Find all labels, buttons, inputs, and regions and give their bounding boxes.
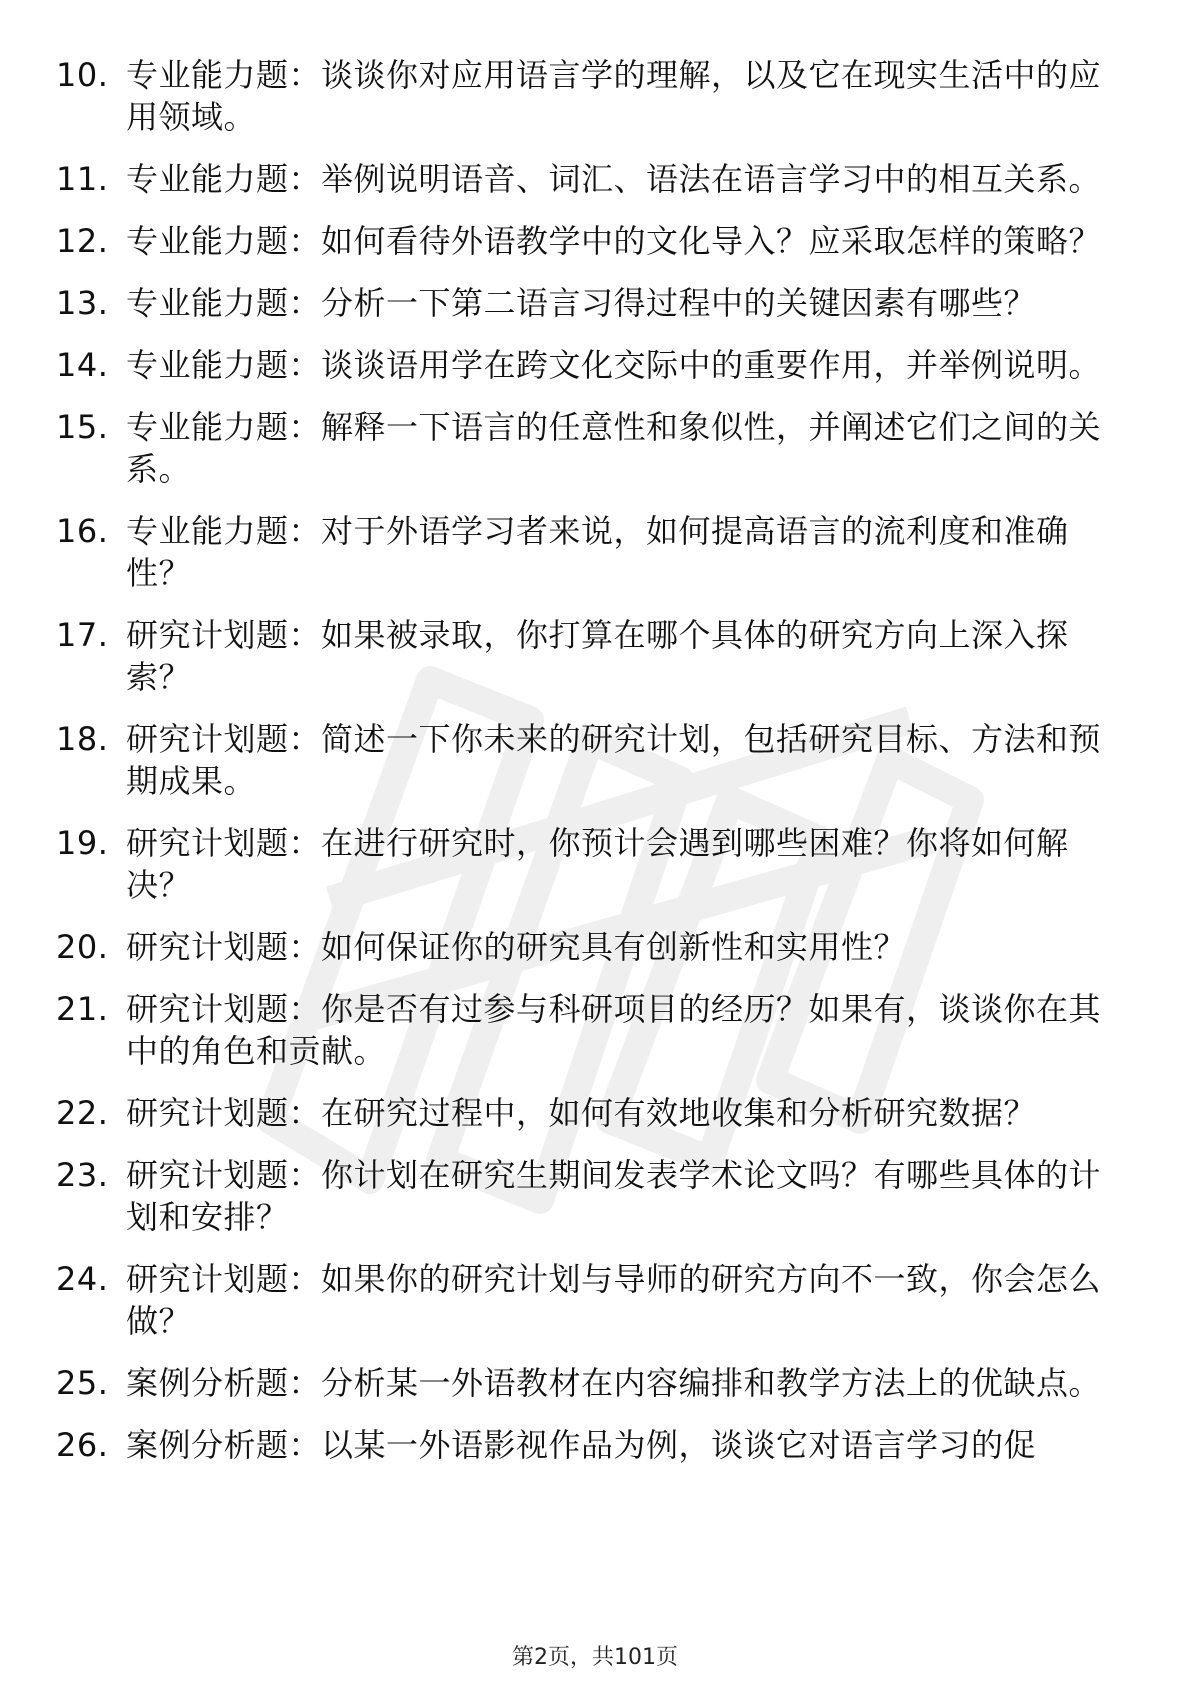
question-text: 你是否有过参与科研项目的经历？如果有，谈谈你在其中的角色和贡献。 <box>126 990 1102 1070</box>
question-text: 举例说明语音、词汇、语法在语言学习中的相互关系。 <box>321 160 1102 198</box>
question-text: 谈谈语用学在跨文化交际中的重要作用，并举例说明。 <box>321 346 1102 384</box>
question-number: 23. <box>56 1156 109 1194</box>
question-text: 如何看待外语教学中的文化导入？应采取怎样的策略？ <box>321 222 1102 260</box>
question-number: 17. <box>56 616 109 654</box>
list-item <box>56 1092 1116 1134</box>
list-item <box>56 1362 1116 1404</box>
question-category: 研究计划题 <box>126 1156 289 1194</box>
list-item <box>56 614 1116 698</box>
question-text: 如何保证你的研究具有创新性和实用性？ <box>321 928 907 966</box>
question-number: 24. <box>56 1260 109 1298</box>
question-category: 研究计划题 <box>126 928 289 966</box>
question-number: 10. <box>56 56 109 94</box>
question-text: 你计划在研究生期间发表学术论文吗？有哪些具体的计划和安排？ <box>126 1156 1102 1236</box>
list-item <box>56 1424 1116 1466</box>
question-text: 对于外语学习者来说，如何提高语言的流利度和准确性？ <box>126 512 1069 592</box>
question-separator: ： <box>288 408 322 446</box>
question-category: 研究计划题 <box>126 1094 289 1132</box>
question-separator: ： <box>288 160 322 198</box>
question-category: 专业能力题 <box>126 408 289 446</box>
question-number: 21. <box>56 990 109 1028</box>
question-text: 在进行研究时，你预计会遇到哪些困难？你将如何解决？ <box>126 824 1069 904</box>
question-number: 22. <box>56 1094 109 1132</box>
question-category: 专业能力题 <box>126 160 289 198</box>
question-category: 研究计划题 <box>126 720 289 758</box>
question-category: 专业能力题 <box>126 56 289 94</box>
question-list <box>56 54 1116 1486</box>
question-number: 12. <box>56 222 109 260</box>
question-text: 分析一下第二语言习得过程中的关键因素有哪些？ <box>321 284 1037 322</box>
question-text: 解释一下语言的任意性和象似性，并阐述它们之间的关系。 <box>126 408 1102 488</box>
question-text: 在研究过程中，如何有效地收集和分析研究数据？ <box>321 1094 1037 1132</box>
question-number: 18. <box>56 720 109 758</box>
question-separator: ： <box>288 1094 322 1132</box>
list-item <box>56 344 1116 386</box>
question-category: 专业能力题 <box>126 346 289 384</box>
question-separator: ： <box>288 56 322 94</box>
question-separator: ： <box>288 1156 322 1194</box>
question-text: 如果被录取，你打算在哪个具体的研究方向上深入探索？ <box>126 616 1069 696</box>
question-category: 案例分析题 <box>126 1426 289 1464</box>
question-separator: ： <box>288 1260 322 1298</box>
list-item <box>56 1258 1116 1342</box>
question-text: 如果你的研究计划与导师的研究方向不一致，你会怎么做？ <box>126 1260 1102 1340</box>
question-separator: ： <box>288 720 322 758</box>
list-item <box>56 988 1116 1072</box>
question-separator: ： <box>288 1426 322 1464</box>
list-item <box>56 220 1116 262</box>
question-category: 研究计划题 <box>126 616 289 654</box>
question-text: 以某一外语影视作品为例，谈谈它对语言学习的促 <box>321 1426 1037 1464</box>
question-category: 专业能力题 <box>126 222 289 260</box>
list-item <box>56 510 1116 594</box>
list-item <box>56 926 1116 968</box>
question-category: 专业能力题 <box>126 284 289 322</box>
question-number: 19. <box>56 824 109 862</box>
question-number: 15. <box>56 408 109 446</box>
page-footer: 第2页，共101页 <box>512 1645 678 1670</box>
question-number: 14. <box>56 346 109 384</box>
question-category: 研究计划题 <box>126 990 289 1028</box>
question-separator: ： <box>288 616 322 654</box>
question-number: 13. <box>56 284 109 322</box>
question-category: 研究计划题 <box>126 824 289 862</box>
question-separator: ： <box>288 222 322 260</box>
list-item <box>56 718 1116 802</box>
question-text: 简述一下你未来的研究计划，包括研究目标、方法和预期成果。 <box>126 720 1102 800</box>
question-category: 研究计划题 <box>126 1260 289 1298</box>
question-text: 谈谈你对应用语言学的理解，以及它在现实生活中的应用领域。 <box>126 56 1102 136</box>
question-category: 案例分析题 <box>126 1364 289 1402</box>
list-item <box>56 1154 1116 1238</box>
list-item <box>56 54 1116 138</box>
question-separator: ： <box>288 284 322 322</box>
list-item <box>56 406 1116 490</box>
question-number: 11. <box>56 160 109 198</box>
question-number: 26. <box>56 1426 109 1464</box>
list-item <box>56 822 1116 906</box>
question-separator: ： <box>288 990 322 1028</box>
question-number: 20. <box>56 928 109 966</box>
question-number: 16. <box>56 512 109 550</box>
question-category: 专业能力题 <box>126 512 289 550</box>
question-number: 25. <box>56 1364 109 1402</box>
question-separator: ： <box>288 928 322 966</box>
question-text: 分析某一外语教材在内容编排和教学方法上的优缺点。 <box>321 1364 1102 1402</box>
question-separator: ： <box>288 1364 322 1402</box>
question-separator: ： <box>288 824 322 862</box>
question-separator: ： <box>288 512 322 550</box>
list-item <box>56 282 1116 324</box>
list-item <box>56 158 1116 200</box>
question-separator: ： <box>288 346 322 384</box>
